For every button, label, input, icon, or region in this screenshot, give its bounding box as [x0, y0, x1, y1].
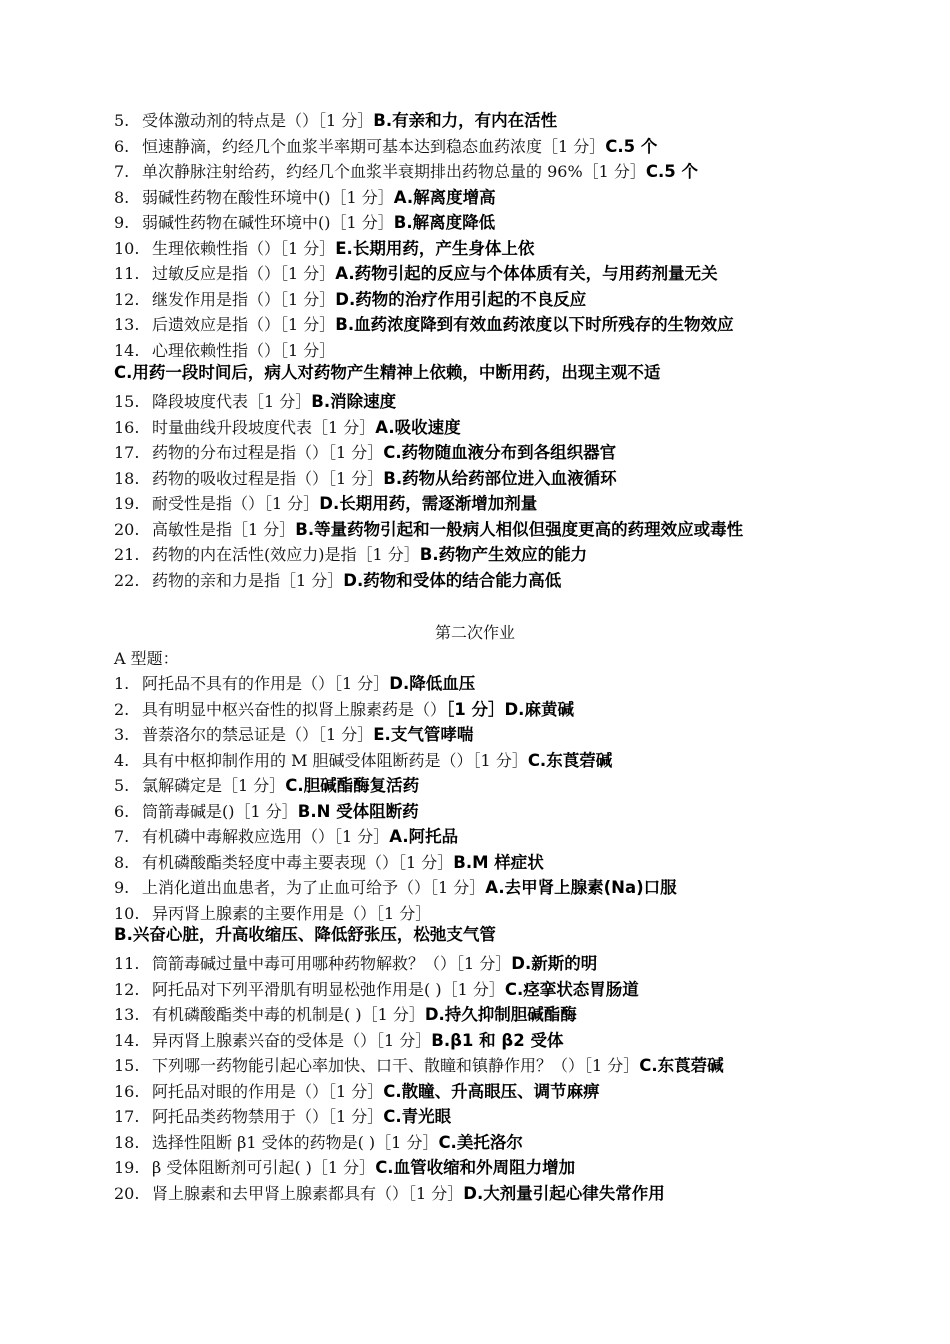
answer-text: B.血药浓度降到有效血药浓度以下时所残存的生物效应 — [335, 315, 734, 334]
question-text: 弱碱性药物在碱性环境中()［1 分］ — [142, 213, 394, 232]
question-item — [114, 1181, 665, 1206]
question-item — [114, 312, 734, 337]
question-number: 14. — [114, 341, 140, 360]
question-item — [114, 491, 537, 516]
question-number: 17. — [114, 1107, 140, 1126]
question-text: 药物的吸收过程是指（）［1 分］ — [152, 469, 384, 488]
question-number: 20. — [114, 520, 140, 539]
answer-text: B.兴奋心脏，升高收缩压、降低舒张压，松弛支气管 — [114, 925, 496, 944]
question-text: 后遗效应是指（）［1 分］ — [152, 315, 336, 334]
question-item — [114, 159, 698, 184]
question-number: 17. — [114, 443, 140, 462]
question-text: 阿托品对下列平滑肌有明显松弛作用是( )［1 分］ — [152, 980, 505, 999]
answer-text: C.痉挛状态胃肠道 — [504, 980, 639, 999]
question-text: 阿托品类药物禁用于（）［1 分］ — [152, 1107, 384, 1126]
question-number: 22. — [114, 571, 140, 590]
question-text: 具有明显中枢兴奋性的拟肾上腺素药是（） — [142, 700, 447, 719]
question-item — [114, 236, 534, 261]
answer-text: A.去甲肾上腺素(Na)口服 — [485, 878, 677, 897]
question-item — [114, 261, 718, 286]
question-number: 7. — [114, 162, 130, 181]
answer-text: B.等量药物引起和一般病人相似但强度更高的药理效应或毒性 — [295, 520, 744, 539]
question-number: 16. — [114, 418, 140, 437]
question-text: 阿托品不具有的作用是（）［1 分］ — [142, 674, 390, 693]
answer-text: A.药物引起的反应与个体体质有关，与用药剂量无关 — [335, 264, 718, 283]
answer-line — [114, 922, 496, 947]
question-number: 16. — [114, 1082, 140, 1101]
answer-text: D.长期用药，需逐渐增加剂量 — [319, 494, 538, 513]
answer-text: C.胆碱酯酶复活药 — [285, 776, 420, 795]
question-type-label: A 型题： — [114, 649, 179, 668]
question-text: 阿托品对眼的作用是（）［1 分］ — [152, 1082, 384, 1101]
question-number: 10. — [114, 239, 140, 258]
answer-text: D.新斯的明 — [511, 954, 598, 973]
answer-text: B.药物产生效应的能力 — [419, 545, 588, 564]
question-number: 9. — [114, 213, 130, 232]
question-item — [114, 1104, 451, 1129]
question-number: 6. — [114, 137, 130, 156]
answer-text: C.用药一段时间后，病人对药物产生精神上依赖，中断用药，出现主观不适 — [114, 363, 661, 382]
question-number: 10. — [114, 904, 140, 923]
question-text: 药物的内在活性(效应力)是指［1 分］ — [152, 545, 420, 564]
question-item — [114, 1079, 600, 1104]
question-number: 1. — [114, 674, 130, 693]
question-text: 药物的分布过程是指（）［1 分］ — [152, 443, 384, 462]
question-text: 弱碱性药物在酸性环境中()［1 分］ — [142, 188, 394, 207]
question-text: 下列哪一药物能引起心率加快、口干、散瞳和镇静作用？（）［1 分］ — [152, 1056, 640, 1075]
answer-text: A.吸收速度 — [375, 418, 461, 437]
answer-text: C.东莨菪碱 — [639, 1056, 724, 1075]
question-text: 高敏性是指［1 分］ — [152, 520, 296, 539]
question-item — [114, 875, 677, 900]
question-number: 4. — [114, 751, 130, 770]
question-number: 9. — [114, 878, 130, 897]
question-item — [114, 517, 743, 542]
question-number: 20. — [114, 1184, 140, 1203]
answer-text: C.药物随血液分布到各组织器官 — [383, 443, 617, 462]
question-number: 6. — [114, 802, 130, 821]
answer-text: D.大剂量引起心律失常作用 — [463, 1184, 665, 1203]
answer-text: C.青光眼 — [383, 1107, 452, 1126]
question-text: 单次静脉注射给药，约经几个血浆半衰期排出药物总量的 96%［1 分］ — [142, 162, 646, 181]
question-number: 12. — [114, 980, 140, 999]
answer-text: C.5 个 — [605, 137, 658, 156]
answer-text: B.药物从给药部位进入血液循环 — [383, 469, 617, 488]
answer-text: E.支气管哮喘 — [373, 725, 474, 744]
question-item — [114, 466, 617, 491]
answer-text: B.消除速度 — [311, 392, 397, 411]
question-text: 异丙肾上腺素的主要作用是（）［1 分］ — [152, 904, 432, 923]
question-text: 筒箭毒碱是()［1 分］ — [142, 802, 298, 821]
question-text: 药物的亲和力是指［1 分］ — [152, 571, 344, 590]
question-number: 15. — [114, 392, 140, 411]
question-number: 3. — [114, 725, 130, 744]
question-text: 时量曲线升段坡度代表［1 分］ — [152, 418, 376, 437]
question-number: 7. — [114, 827, 130, 846]
answer-text: B.β1 和 β2 受体 — [431, 1031, 564, 1050]
answer-text: ［1 分］D.麻黄碱 — [446, 700, 574, 719]
question-text: 有机磷中毒解救应选用（）［1 分］ — [142, 827, 390, 846]
question-item — [114, 440, 616, 465]
answer-text: C.血管收缩和外周阻力增加 — [375, 1158, 576, 1177]
question-number: 12. — [114, 290, 140, 309]
answer-text: B.M 样症状 — [453, 853, 544, 872]
question-number: 5. — [114, 111, 130, 130]
question-item — [114, 1028, 563, 1053]
question-item — [114, 210, 495, 235]
question-number: 11. — [114, 264, 140, 283]
question-text: 过敏反应是指（）［1 分］ — [152, 264, 336, 283]
question-number: 2. — [114, 700, 130, 719]
question-text: 有机磷酸酯类中毒的机制是( )［1 分］ — [152, 1005, 425, 1024]
question-item — [114, 799, 419, 824]
question-text: 具有中枢抑制作用的 M 胆碱受体阻断药是（）［1 分］ — [142, 751, 528, 770]
question-item — [114, 542, 587, 567]
question-text: β 受体阻断剂可引起( )［1 分］ — [152, 1158, 376, 1177]
question-item — [114, 748, 612, 773]
answer-text: D.持久抑制胆碱酯酶 — [424, 1005, 577, 1024]
question-item — [114, 1155, 575, 1180]
question-text: 恒速静滴，约经几个血浆半率期可基本达到稳态血药浓度［1 分］ — [142, 137, 606, 156]
question-item — [114, 1002, 577, 1027]
question-number: 13. — [114, 315, 140, 334]
question-item — [114, 415, 461, 440]
question-number: 19. — [114, 494, 140, 513]
question-number: 19. — [114, 1158, 140, 1177]
question-number: 18. — [114, 1133, 140, 1152]
question-item — [114, 134, 657, 159]
question-number: 8. — [114, 188, 130, 207]
question-item — [114, 568, 561, 593]
question-number: 13. — [114, 1005, 140, 1024]
question-text: 选择性阻断 β1 受体的药物是( )［1 分］ — [152, 1133, 439, 1152]
question-item — [114, 951, 597, 976]
question-item — [114, 389, 396, 414]
answer-text: B.有亲和力，有内在活性 — [373, 111, 558, 130]
answer-line — [114, 360, 660, 385]
answer-text: E.长期用药，产生身体上依 — [335, 239, 535, 258]
question-number: 8. — [114, 853, 130, 872]
question-item — [114, 722, 473, 747]
question-number: 21. — [114, 545, 140, 564]
answer-text: C.散瞳、升高眼压、调节麻痹 — [383, 1082, 600, 1101]
question-number: 18. — [114, 469, 140, 488]
answer-text: A.解离度增高 — [393, 188, 496, 207]
question-item — [114, 1130, 523, 1155]
question-text: 上消化道出血患者，为了止血可给予（）［1 分］ — [142, 878, 486, 897]
question-text: 耐受性是指（）［1 分］ — [152, 494, 320, 513]
question-item — [114, 850, 544, 875]
answer-text: C.美托洛尔 — [438, 1133, 523, 1152]
question-text: 有机磷酸酯类轻度中毒主要表现（）［1 分］ — [142, 853, 454, 872]
question-item — [114, 773, 419, 798]
question-item — [114, 671, 475, 696]
question-text: 肾上腺素和去甲肾上腺素都具有（）［1 分］ — [152, 1184, 464, 1203]
question-text: 继发作用是指（）［1 分］ — [152, 290, 336, 309]
answer-text: D.降低血压 — [389, 674, 476, 693]
question-text: 受体激动剂的特点是（）［1 分］ — [142, 111, 374, 130]
question-number: 14. — [114, 1031, 140, 1050]
question-text: 普萘洛尔的禁忌证是（）［1 分］ — [142, 725, 374, 744]
answer-text: D.药物的治疗作用引起的不良反应 — [335, 290, 587, 309]
question-text: 氯解磷定是［1 分］ — [142, 776, 286, 795]
question-item — [114, 697, 574, 722]
answer-text: B.N 受体阻断药 — [297, 802, 419, 821]
answer-text: C.东莨菪碱 — [527, 751, 613, 770]
question-item — [114, 1053, 724, 1078]
question-item — [114, 287, 586, 312]
question-item — [114, 977, 639, 1002]
question-text: 生理依赖性指（）［1 分］ — [152, 239, 336, 258]
question-text: 心理依赖性指（）［1 分］ — [152, 341, 336, 360]
question-number: 15. — [114, 1056, 140, 1075]
answer-text: A.阿托品 — [389, 827, 459, 846]
answer-text: C.5 个 — [645, 162, 699, 181]
question-text: 降段坡度代表［1 分］ — [152, 392, 312, 411]
answer-text: D.药物和受体的结合能力高低 — [343, 571, 562, 590]
question-item — [114, 824, 458, 849]
answer-text: B.解离度降低 — [393, 213, 496, 232]
question-item — [114, 185, 496, 210]
question-text: 筒箭毒碱过量中毒可用哪种药物解救？（）［1 分］ — [152, 954, 512, 973]
question-item — [114, 108, 557, 133]
question-number: 5. — [114, 776, 130, 795]
section-title: 第二次作业 — [434, 623, 515, 642]
question-number: 11. — [114, 954, 140, 973]
question-text: 异丙肾上腺素兴奋的受体是（）［1 分］ — [152, 1031, 432, 1050]
